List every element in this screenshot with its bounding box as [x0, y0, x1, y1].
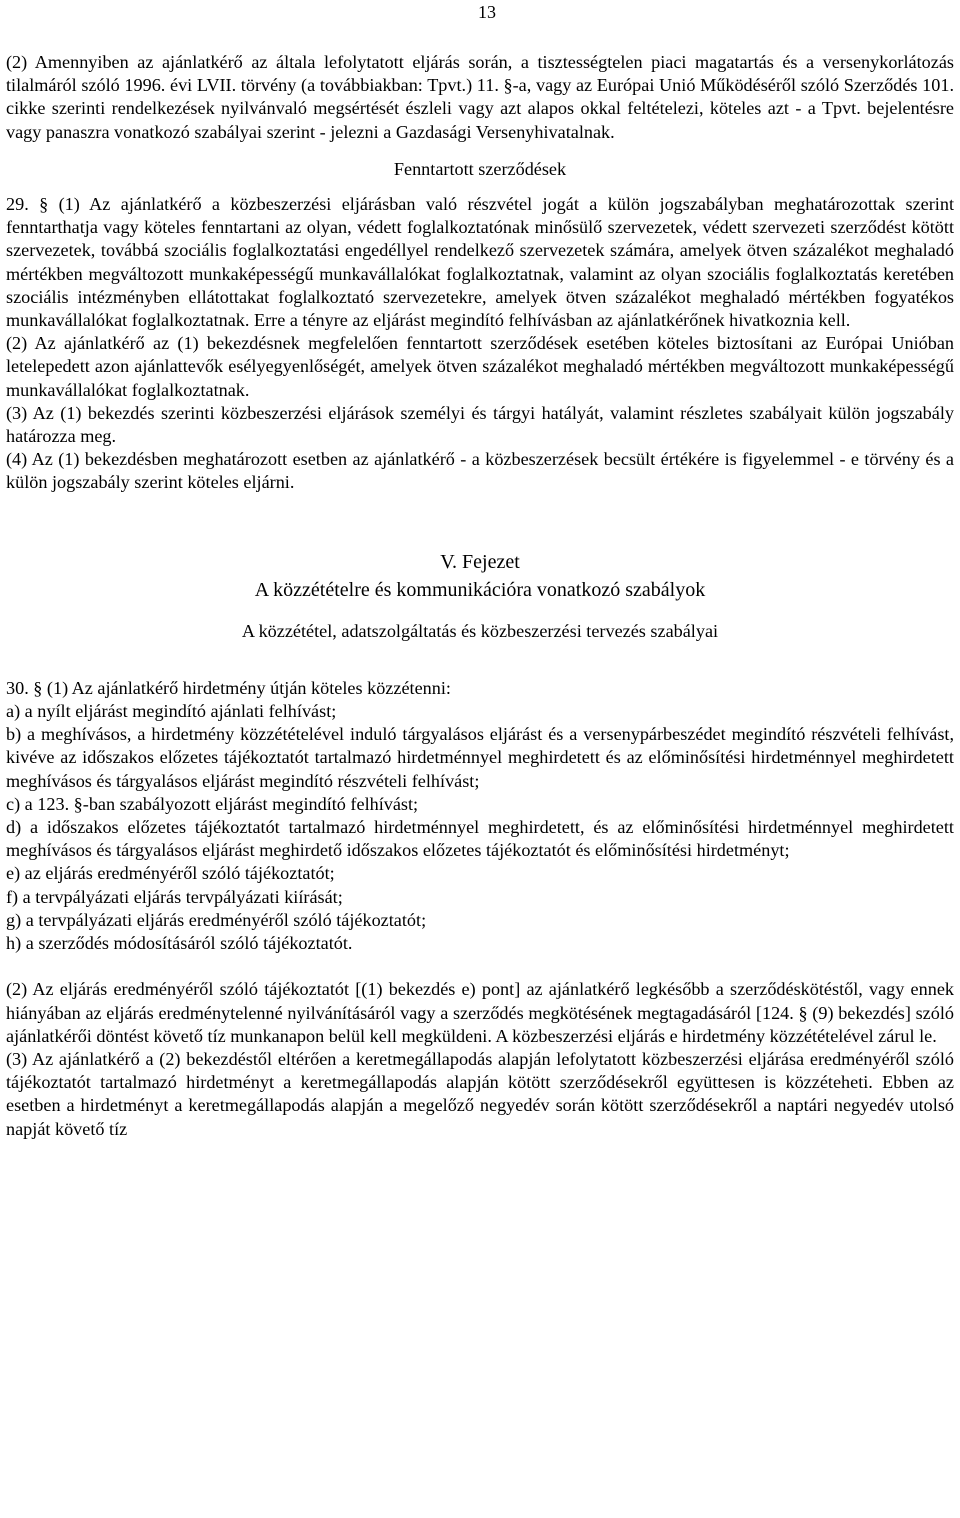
list-item-f: f) a tervpályázati eljárás tervpályázati kiírását; [6, 886, 343, 907]
paragraph-29-2: (2) Az ajánlatkérő az (1) bekezdésnek megfelelően fenntartott szerződések esetében köteles biztosítani az Európai Unióban letelepedett azon ajánlattevők esélyegyenlőségét, amelyek ötven százalékot meghaladó mértékben megváltozott munkaképességű munkavállalókat foglalkoztatnak. [6, 333, 954, 400]
paragraph-30-1: 30. § (1) Az ajánlatkérő hirdetmény útján köteles közzétenni: [6, 677, 451, 698]
list-item-a: a) a nyílt eljárást megindító ajánlati felhívást; [6, 701, 337, 722]
paragraph-30-3: (3) Az ajánlatkérő a (2) bekezdéstől eltérően a keretmegállapodás alapján lefolytatott közbeszerzési eljárása eredményéről szóló tájékoztatót tartalmazó hirdetményt a keretmegállapodás alapján kötött szerződésekről együttesen is közzéteheti. Ebben az esetben a hirdetményt a keretmegállapodás alapján a megelőző negyedév során kötött szerződésekről a naptári negyedév utolsó napját követő tíz [6, 1048, 954, 1139]
paragraph-29-4: (4) Az (1) bekezdésben meghatározott esetben az ajánlatkérő - a közbeszerzések becsült értékére is figyelemmel - e törvény és a külön jogszabály szerint köteles eljárni. [6, 449, 954, 493]
list-item-h: h) a szerződés módosításáról szóló tájékoztatót. [6, 933, 353, 954]
section-heading-reserved-contracts: Fenntartott szerződések [393, 158, 567, 179]
chapter-subtitle: A közzététel, adatszolgáltatás és közbeszerzési tervezés szabályai [241, 620, 719, 641]
list-item-d: d) a időszakos előzetes tájékoztatót tartalmazó hirdetménnyel meghirdetett, és az előminősítési hirdetménnyel meghirdetett meghívásos és tárgyalásos eljárást meghirdető időszakos előzetes tájékoztatót és előminősítési hirdetményt; [6, 817, 954, 861]
page-number: 13 [478, 2, 496, 22]
chapter-number: V. Fejezet [440, 550, 520, 573]
list-item-c: c) a 123. §-ban szabályozott eljárást megindító felhívást; [6, 793, 419, 814]
list-item-g: g) a tervpályázati eljárás eredményéről szóló tájékoztatót; [6, 909, 427, 930]
document-body [6, 51, 954, 1141]
chapter-title: A közzétételre és kommunikációra vonatkozó szabályok [254, 578, 706, 601]
paragraph-30-2: (2) Az eljárás eredményéről szóló tájékoztatót [(1) bekezdés e) pont] az ajánlatkérő legkésőbb a szerződéskötéstől, vagy ennek hiányában az eljárás eredménytelenné nyilvánításáról vagy a szerződés megkötésének megtagadásáról [124. § (9) bekezdés] szóló ajánlatkérői döntést követő tíz munkanapon belül kell megküldeni. A közbeszerzési eljárás e hirdetmény közzétételével zárul le. [6, 979, 954, 1046]
list-item-b: b) a meghívásos, a hirdetmény közzétételével induló tárgyalásos eljárást és a versenypárbeszédet megindító részvételi felhívást, kivéve az időszakos előzetes tájékoztatót tartalmazó hirdetménnyel meghirdetett és az előminősítési hirdetménnyel meghirdetett meghívásos és tárgyalásos eljárást megindító részvételi felhívást; [6, 724, 954, 791]
paragraph-29-3: (3) Az (1) bekezdés szerinti közbeszerzési eljárások személyi és tárgyi hatályát, valamint részletes szabályait külön jogszabály határozza meg. [6, 402, 954, 447]
list-item-e: e) az eljárás eredményéről szóló tájékoztatót; [6, 863, 335, 884]
paragraph-29-1: 29. § (1) Az ajánlatkérő a közbeszerzési eljárásban való részvétel jogát a külön jogszabályban meghatározottak szerint fenntarthatja vagy köteles fenntartani az olyan, védett foglalkoztatónak minősülő szervezetek, védett szervezeti szerződést kötött szervezetek, továbbá szociális foglalkoztatási engedéllyel rendelkező szervezetek számára, amelyek ötven százalékot meghaladó mértékben megváltozott munkaképességű munkavállalókat foglalkoztatnak, valamint az olyan szociális foglalkoztatás keretében szociális intézményben ellátottakat foglalkoztató szervezetekre, amelyek ötven százalékot meghaladó mértékben fogyatékos munkavállalókat foglalkoztatnak. Erre a tényre az eljárást megindító felhívásban az ajánlatkérőnek hivatkoznia kell. [6, 194, 954, 331]
paragraph-28-2: (2) Amennyiben az ajánlatkérő az általa lefolytatott eljárás során, a tisztességtelen piaci magatartás és a versenykorlátozás tilalmáról szóló 1996. évi LVII. törvény (a továbbiakban: Tpvt.) 11. §-a, vagy az Európai Unió Működéséről szóló Szerződés 101. cikke szerinti rendelkezések nyilvánvaló megsértését észleli vagy azt alapos okkal feltételezi, köteles azt - a Tpvt. bejelentésre vagy panaszra vonatkozó szabályai szerint - jelezni a Gazdasági Versenyhivatalnak. [6, 52, 954, 142]
